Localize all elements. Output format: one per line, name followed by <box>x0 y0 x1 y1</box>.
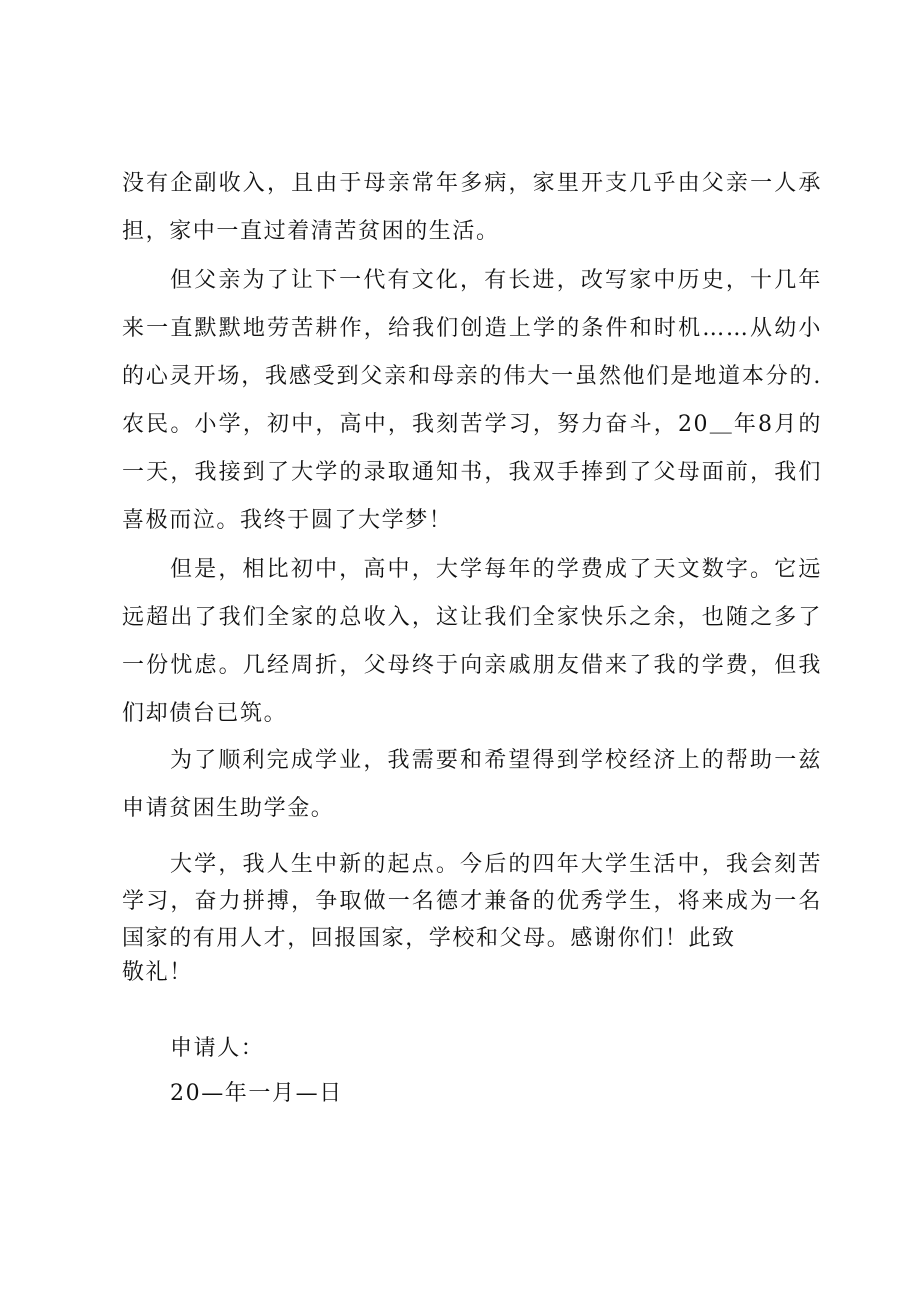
closing-salute: 敬礼！ <box>122 960 193 985</box>
application-date: 20—年一月—日 <box>170 1081 343 1106</box>
paragraph-future-commitment: 大学，我人生中新的起点。今后的四年大学生活中，我会刻苦学习，奋力拼搏，争取做一名德才兼备的优秀学生，将来成为一名国家的有用人才，回报国家，学校和父母。感谢你们！此致 <box>122 852 822 951</box>
paragraph-family-income: 没有企副收入，且由于母亲常年多病，家里开支几乎由父亲一人承担，家中一直过着清苦贫困的生活。 <box>122 171 822 244</box>
paragraph-father-sacrifice: 但父亲为了让下一代有文化，有长进，改写家中历史，十几年来一直默默地劳苦耕作，给我们创造上学的条件和时机……从幼小的心灵开场，我感受到父亲和母亲的伟大一虽然他们是地道本分的.农民。小学，初中，高中，我刻苦学习，努力奋斗，20＿年8月的一天，我接到了大学的录取通知书，我双手捧到了父母面前，我们喜极而泣。我终于圆了大学梦！ <box>122 268 822 533</box>
paragraph-application-request: 为了顺利完成学业，我需要和希望得到学校经济上的帮助一兹申请贫困生助学金。 <box>122 748 822 821</box>
paragraph-tuition-burden: 但是，相比初中，高中，大学每年的学费成了天文数字。它远远超出了我们全家的总收入，这让我们全家快乐之余，也随之多了一份忧虑。几经周折，父母终于向亲戚朋友借来了我的学费，但我们却债台已筑。 <box>122 557 822 726</box>
applicant-label: 申请人： <box>170 1036 265 1061</box>
